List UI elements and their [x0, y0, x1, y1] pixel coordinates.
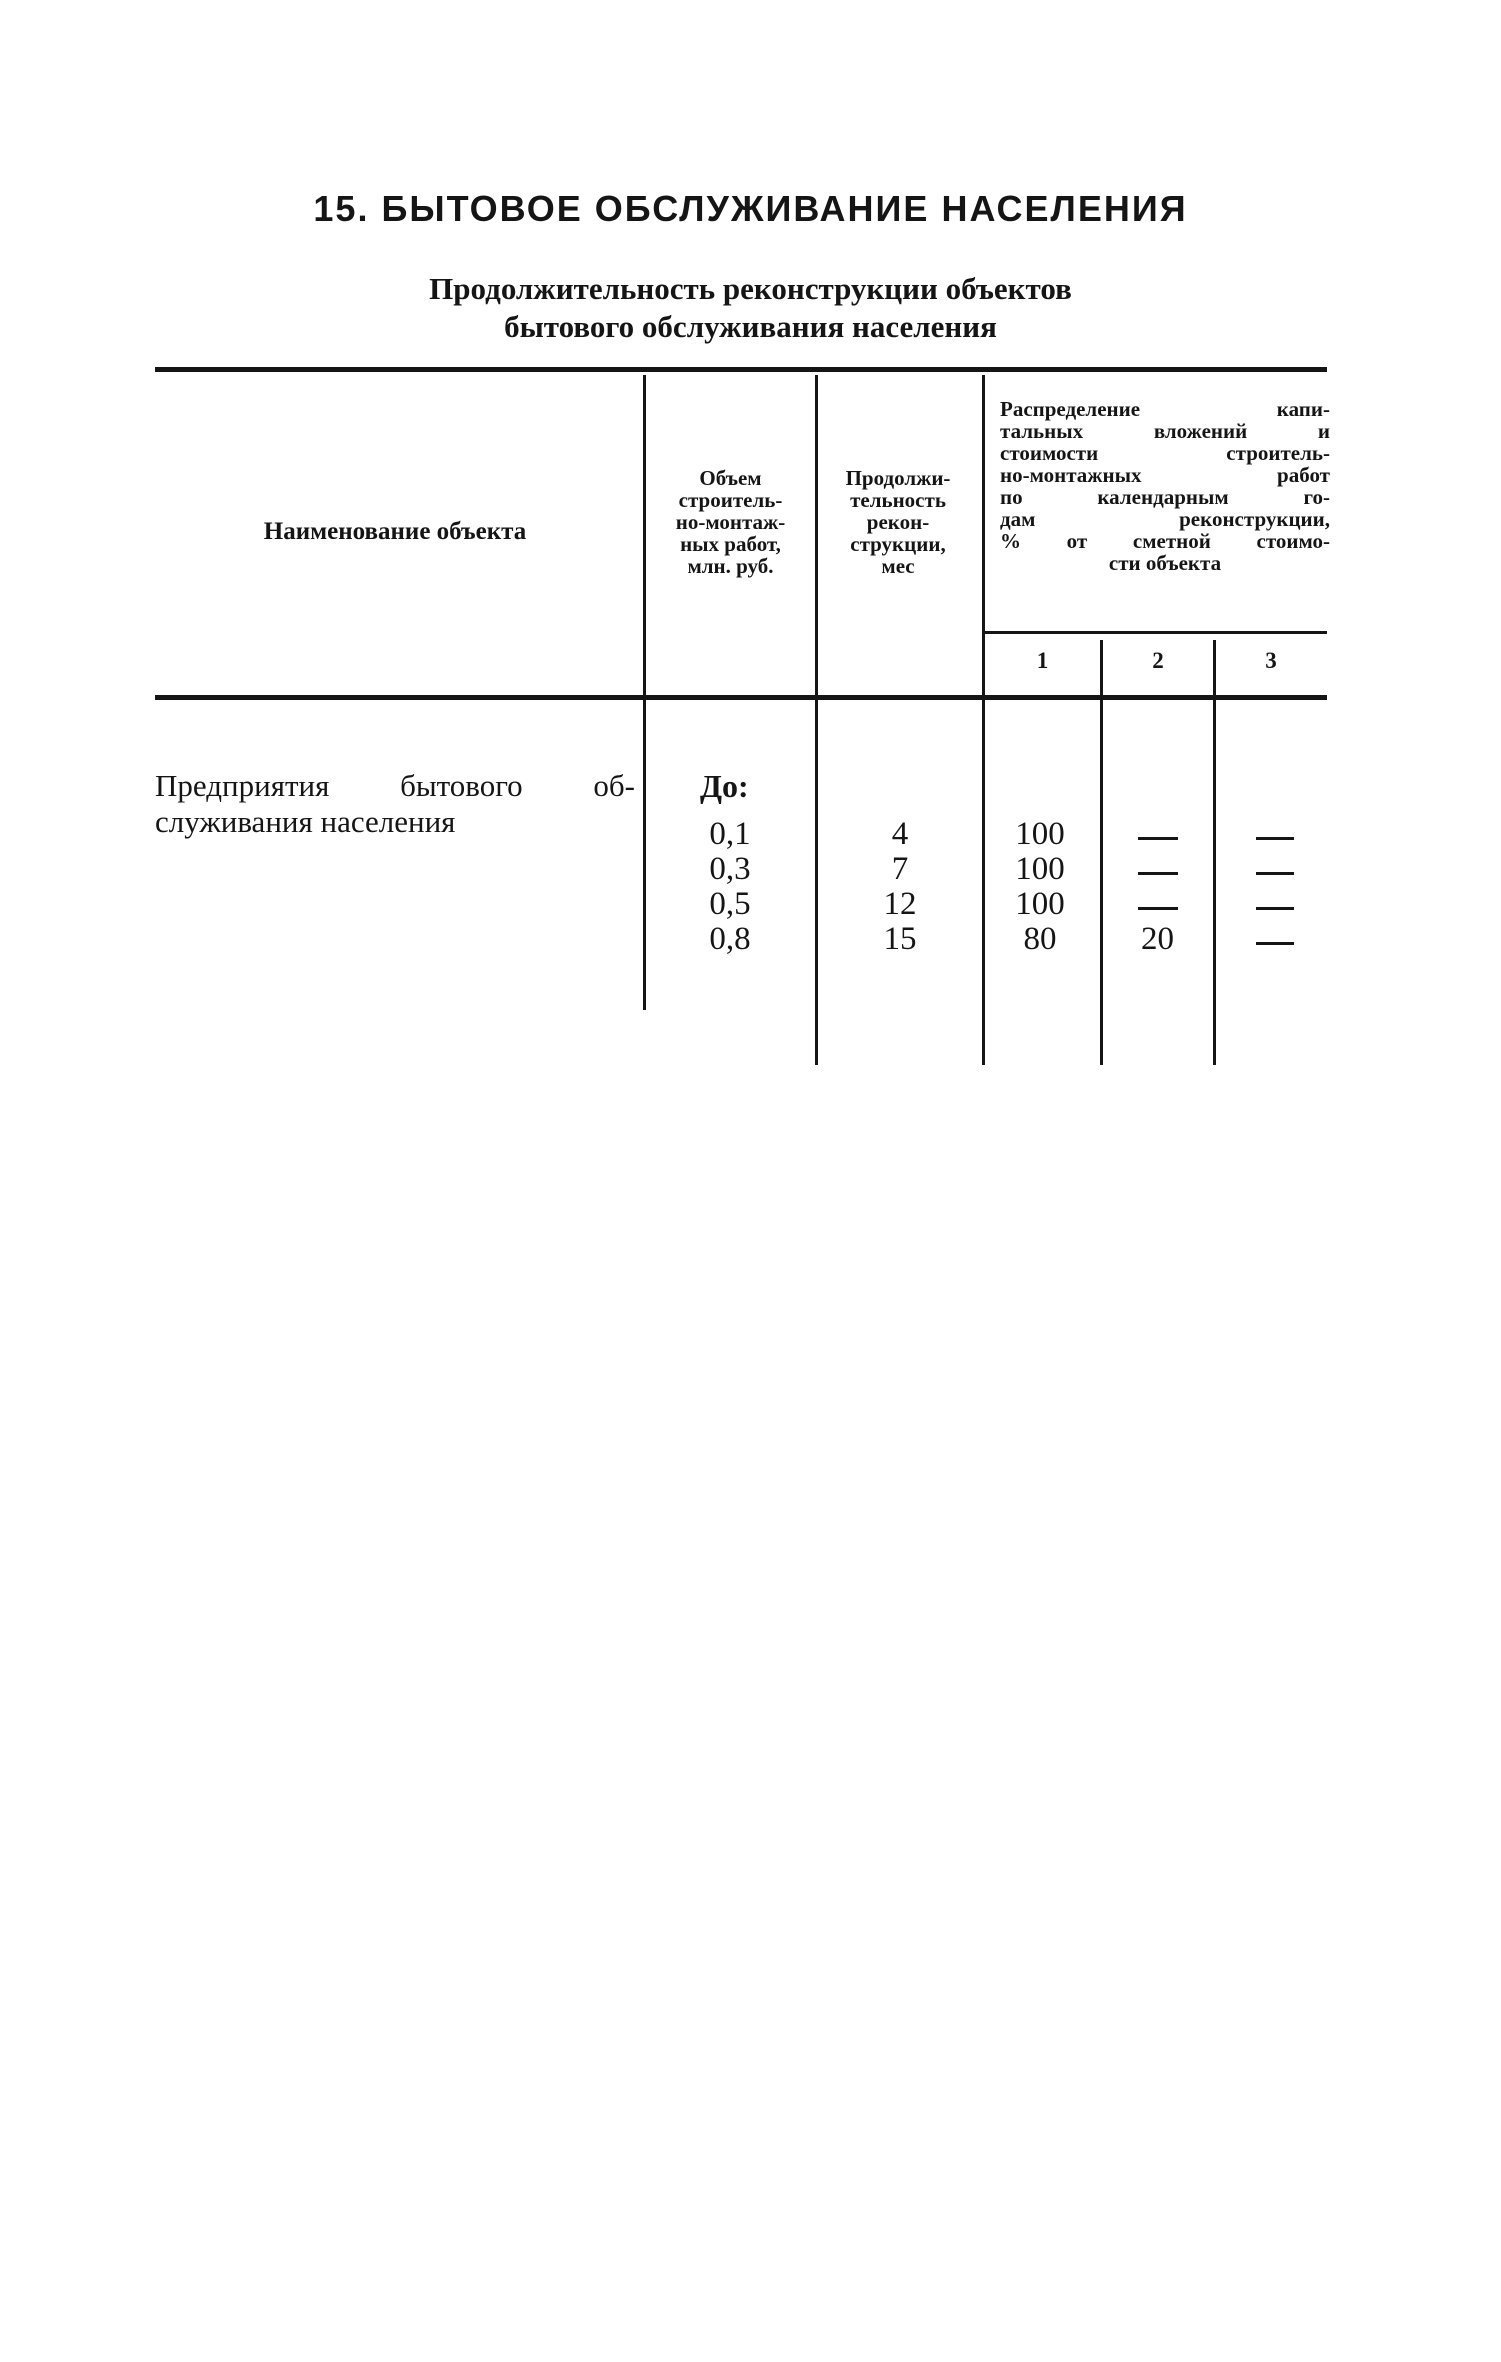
- duration-cell: 4: [891, 816, 909, 852]
- year-1-cell: 100: [1015, 886, 1065, 922]
- year-1-cell: 100: [1015, 851, 1065, 887]
- header-distribution: [1000, 398, 1330, 574]
- section-title: 15. БЫТОВОЕ ОБСЛУЖИВАНИЕ НАСЕЛЕНИЯ: [313, 188, 1188, 229]
- header-year-1: 1: [1036, 648, 1049, 673]
- header-distribution-line: но-монтажных работ: [1000, 463, 1330, 487]
- header-duration-line: рекон-: [866, 510, 930, 534]
- volume-cell: 0,3: [709, 851, 751, 887]
- header-year-3: 3: [1265, 648, 1277, 673]
- header-duration-line: тельность: [850, 488, 946, 512]
- year-1-cell: 100: [1015, 816, 1065, 852]
- table-top-rule: [155, 367, 1327, 372]
- year-2-cell: 20: [1141, 921, 1174, 957]
- object-name: [155, 768, 635, 840]
- dash-mark: [1138, 837, 1178, 840]
- object-name-line: служивания населения: [155, 804, 456, 839]
- header-volume-line: строитель-: [678, 488, 783, 512]
- header-volume-line: ных работ,: [680, 532, 781, 556]
- table-title-line-1: Продолжительность реконструкции объектов: [429, 271, 1072, 306]
- column-divider-4: [1100, 640, 1103, 1065]
- dash-mark: [1256, 837, 1294, 840]
- header-duration-line: мес: [881, 554, 915, 578]
- header-distribution-line: % от сметной стоимо-: [1000, 529, 1330, 553]
- column-divider-1: [643, 375, 646, 1010]
- header-volume-line: но-монтаж-: [675, 510, 786, 534]
- header-distribution-line: тальных вложений и: [1000, 419, 1330, 443]
- header-distribution-line: дам реконструкции,: [1000, 507, 1330, 531]
- header-distribution-line: Распределение капи-: [1000, 397, 1330, 421]
- duration-cell: 7: [891, 851, 909, 887]
- year-1-cell: 80: [1023, 921, 1057, 957]
- header-volume-line: млн. руб.: [687, 554, 774, 578]
- volume-cell: 0,8: [709, 921, 751, 957]
- volume-cell: 0,1: [709, 816, 751, 852]
- year-header-rule: [982, 631, 1327, 634]
- header-volume-line: Объем: [699, 466, 762, 490]
- dash-mark: [1138, 872, 1178, 875]
- volume-cell: 0,5: [709, 886, 751, 922]
- table-title: [0, 270, 1501, 346]
- dash-mark: [1138, 907, 1178, 910]
- header-year-2: 2: [1152, 648, 1164, 673]
- header-duration: [818, 467, 978, 577]
- duration-cell: 15: [883, 921, 917, 957]
- header-volume: [648, 467, 813, 577]
- duration-cell: 12: [883, 886, 917, 922]
- volume-prefix: До:: [700, 768, 749, 804]
- header-duration-line: струкции,: [850, 532, 946, 556]
- column-divider-5: [1213, 640, 1216, 1065]
- dash-mark: [1256, 872, 1294, 875]
- header-distribution-line: сти объекта: [1108, 551, 1222, 575]
- dash-mark: [1256, 942, 1294, 945]
- table-title-line-2: бытового обслуживания населения: [504, 309, 997, 344]
- header-distribution-line: стоимости строитель-: [1000, 441, 1330, 465]
- header-duration-line: Продолжи-: [845, 466, 951, 490]
- column-divider-3: [982, 375, 985, 1065]
- dash-mark: [1256, 907, 1294, 910]
- header-bottom-rule: [155, 695, 1327, 700]
- object-name-line: Предприятия бытового об-: [155, 768, 635, 803]
- header-distribution-line: по календарным го-: [1000, 485, 1330, 509]
- header-object-name: Наименование объекта: [263, 518, 527, 545]
